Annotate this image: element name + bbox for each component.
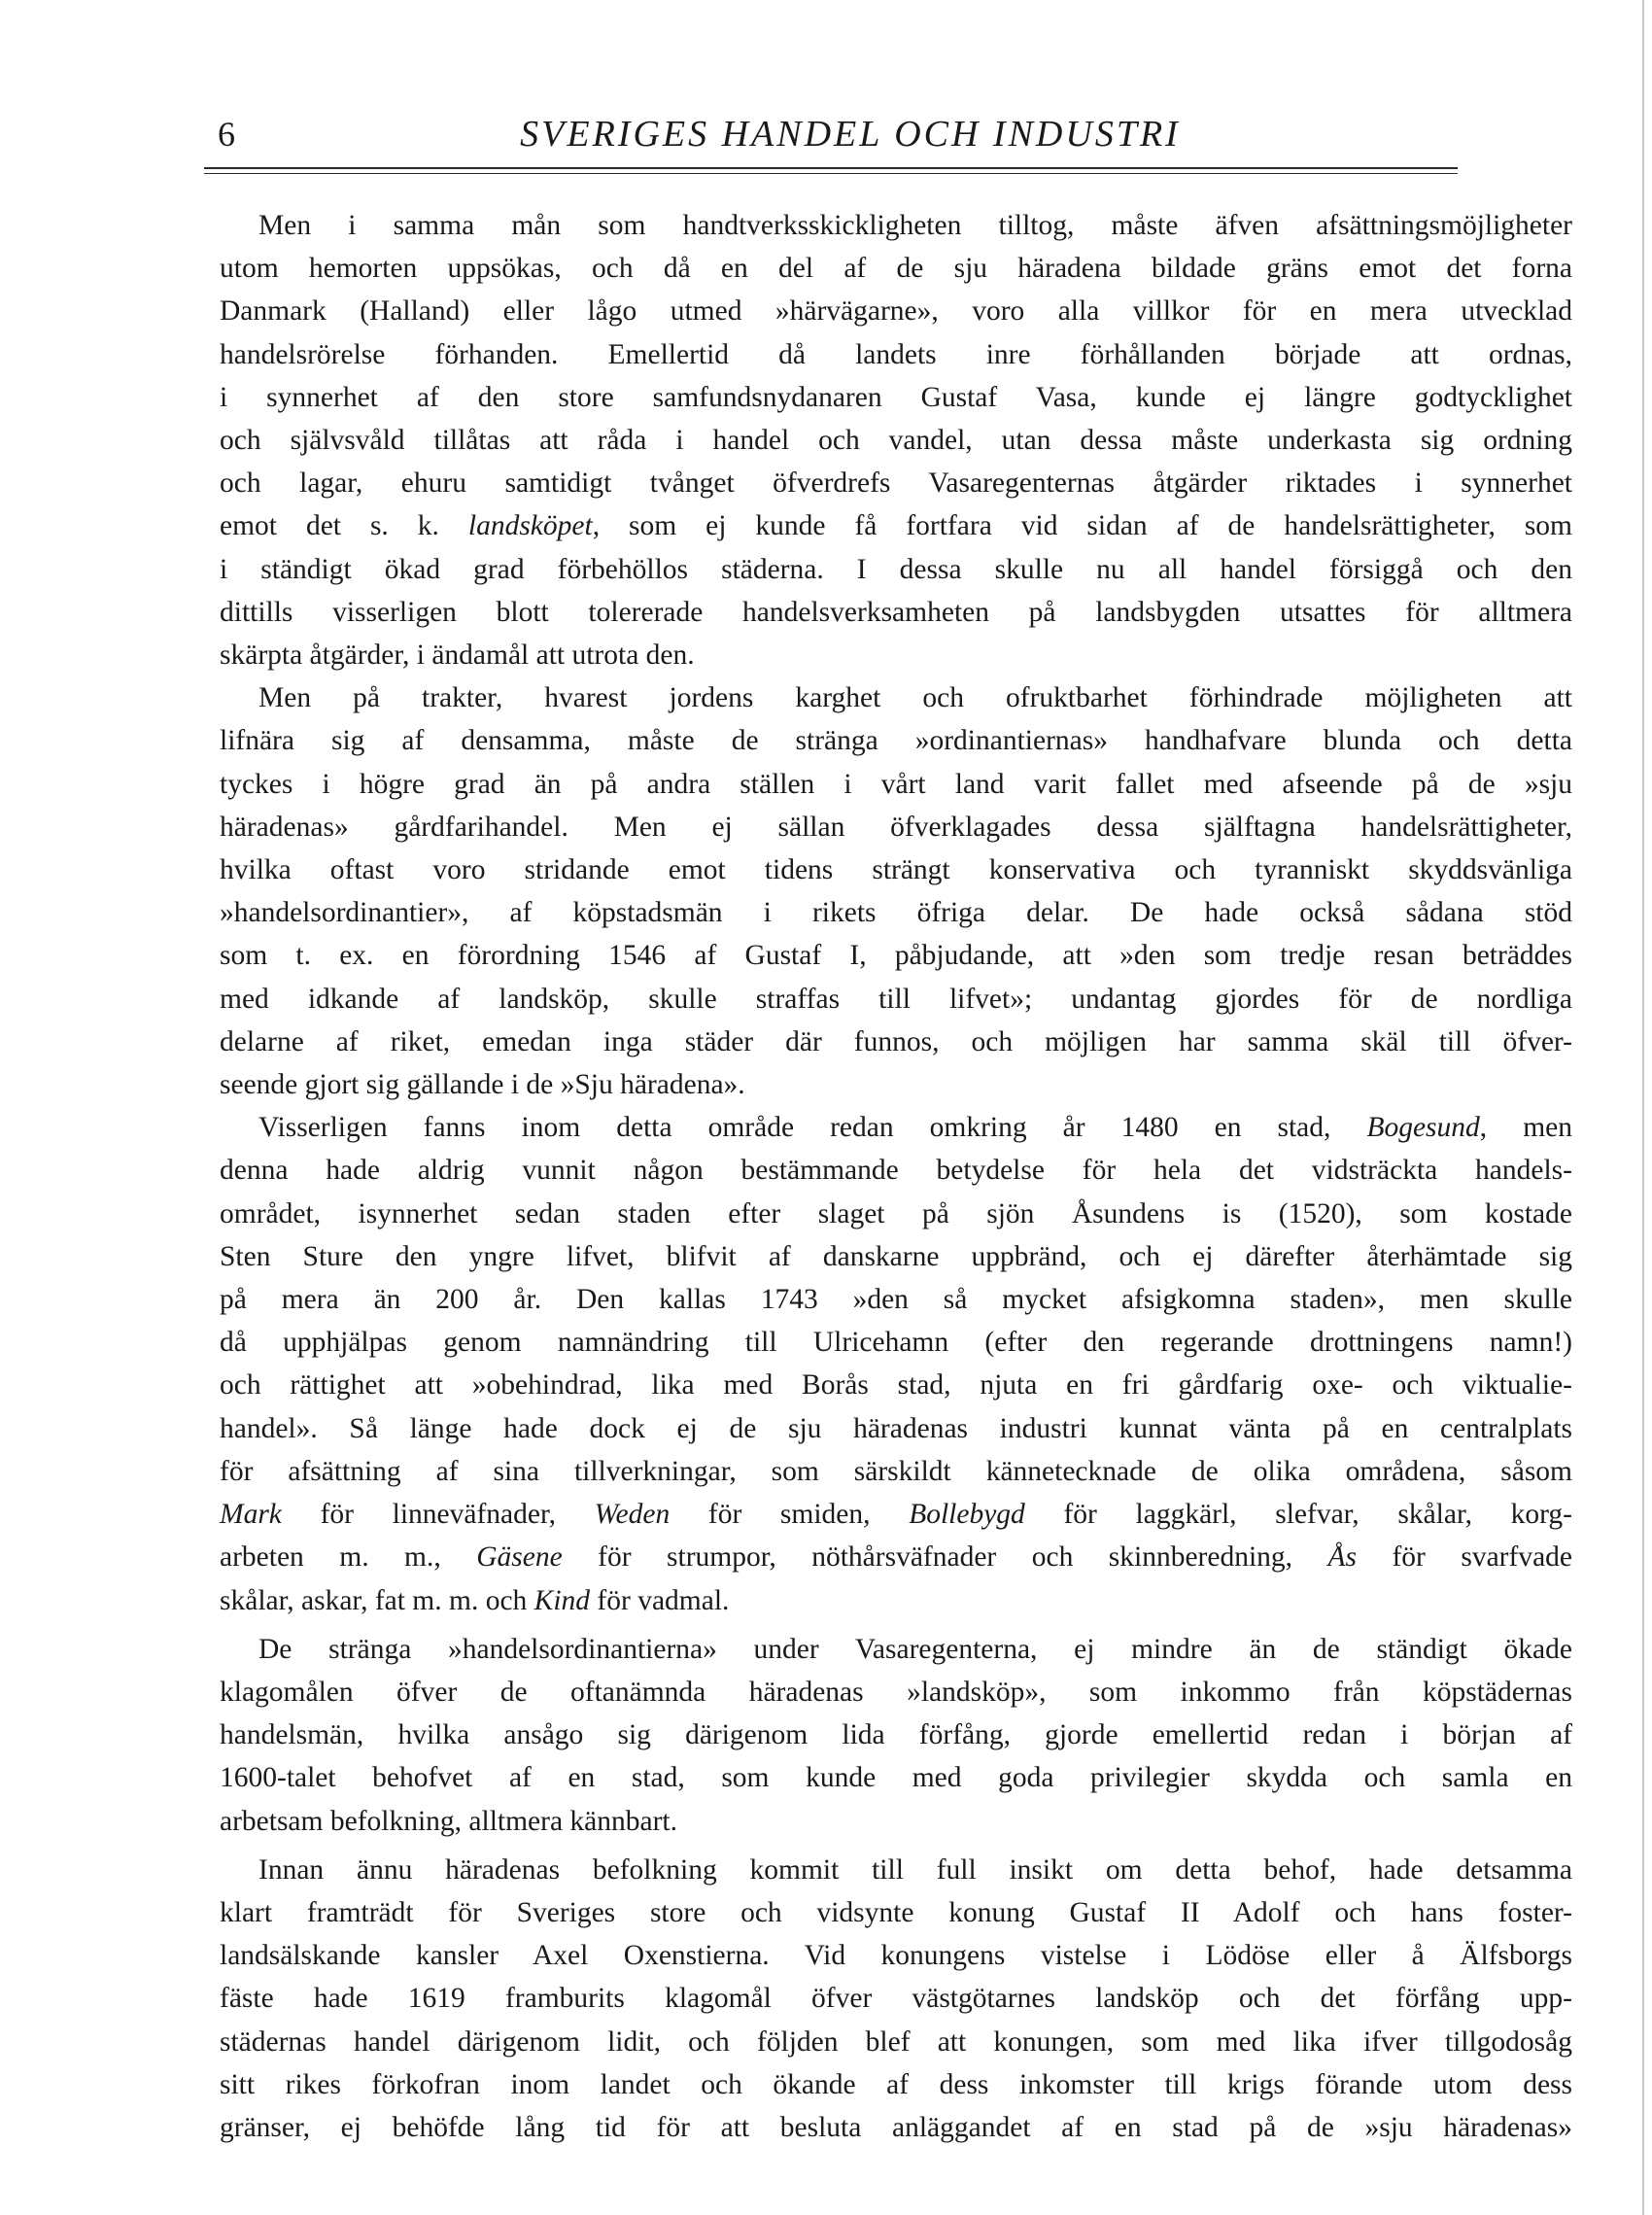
text-line: och självsvåld tillåtas att råda i handel och vandel, utan dessa måste underkasta sig ordning (220, 425, 1572, 457)
text-line: delarne af riket, emedan inga städer där funnos, och möjligen har samma skäl till öfver- (220, 1025, 1572, 1057)
page-edge (1642, 0, 1644, 2215)
text-line: De stränga »handelsordinantierna» under Vasaregenterna, ej mindre än de ständigt ökade (258, 1633, 1572, 1665)
text-line: Men på trakter, hvarest jordens karghet och ofruktbarhet förhindrade möjligheten att (258, 682, 1572, 714)
text-line: »handelsordinantier», af köpstadsmän i rikets öfriga delar. De hade också sådana stöd (220, 897, 1572, 929)
text-line: tyckes i högre grad än på andra ställen i vårt land varit fallet med afseende på de »sju (220, 768, 1572, 800)
text-line: hvilka oftast voro stridande emot tidens strängt konservativa och tyranniskt skyddsvänliga (220, 854, 1572, 886)
paragraph-1 (220, 204, 1572, 676)
page-header (204, 107, 1458, 161)
text-line: Mark för linneväfnader, Weden för smiden, Bollebygd för laggkärl, slefvar, skålar, korg- (220, 1499, 1572, 1531)
text-line: denna hade aldrig vunnit någon bestämmande betydelse för hela det vidsträckta handels- (220, 1155, 1572, 1187)
text-line: fäste hade 1619 framburits klagomål öfver västgötarnes landsköp och det förfång upp- (220, 1983, 1572, 2015)
running-title: SVERIGES HANDEL OCH INDUSTRI (520, 114, 1181, 155)
paragraph-2 (220, 676, 1572, 1106)
text-line: Visserligen fanns inom detta område redan omkring år 1480 en stad, Bogesund, men (258, 1112, 1572, 1144)
header-rule (204, 167, 1458, 169)
text-line: gränser, ej behöfde lång tid för att besluta anläggandet af en stad på de »sju häradenas» (220, 2111, 1572, 2143)
text-line: för afsättning af sina tillverkningar, som särskildt kännetecknade de olika områdena, såsom (220, 1455, 1572, 1487)
text-line: städernas handel därigenom lidit, och följden blef att konungen, som med lika ifver tillgodosåg (220, 2025, 1572, 2058)
text-line: skärpta åtgärder, i ändamål att utrota den. (220, 640, 695, 672)
text-line: seende gjort sig gällande i de »Sju häradena». (220, 1069, 745, 1101)
text-line: arbetsam befolkning, alltmera kännbart. (220, 1805, 678, 1837)
body-text (220, 204, 1572, 2149)
text-line: i synnerhet af den store samfundsnydanaren Gustaf Vasa, kunde ej längre godtycklighet (220, 381, 1572, 413)
text-line: emot det s. k. landsköpet, som ej kunde få fortfara vid sidan af de handelsrättigheter, som (220, 510, 1572, 542)
text-line: Danmark (Halland) eller lågo utmed »härvägarne», voro alla villkor för en mera utvecklad (220, 295, 1572, 328)
text-line: landsälskande kansler Axel Oxenstierna. Vid konungens vistelse i Lödöse eller å Älfsborgs (220, 1940, 1572, 1972)
text-line: handel». Så länge hade dock ej de sju häradenas industri kunnat vänta på en centralplats (220, 1412, 1572, 1444)
text-line: handelsrörelse förhanden. Emellertid då landets inre förhållanden började att ordnas, (220, 338, 1572, 370)
text-line: i ständigt ökad grad förbehöllos städerna. I dessa skulle nu all handel försiggå och den (220, 553, 1572, 585)
text-line: klagomålen öfver de oftanämnda häradenas »landsköp», som inkommo från köpstädernas (220, 1676, 1572, 1708)
text-line: och lagar, ehuru samtidigt tvånget öfverdrefs Vasaregenternas åtgärder riktades i synnerhet (220, 467, 1572, 500)
text-line: Innan ännu häradenas befolkning kommit till full insikt om detta behof, hade detsamma (258, 1853, 1572, 1886)
text-line: på mera än 200 år. Den kallas 1743 »den så mycket afsigkomna staden», men skulle (220, 1284, 1572, 1316)
text-line: utom hemorten uppsökas, och då en del af de sju häradena bildade gräns emot det forna (220, 253, 1572, 285)
text-line: och rättighet att »obehindrad, lika med Borås stad, njuta en fri gårdfarig oxe- och viktualie- (220, 1369, 1572, 1402)
paragraph-3 (220, 1106, 1572, 1621)
text-line: klart framträdt för Sveriges store och vidsynte konung Gustaf II Adolf och hans foster- (220, 1896, 1572, 1928)
text-line: arbeten m. m., Gäsene för strumpor, nöthårsväfnader och skinnberedning, Ås för svarfvade (220, 1541, 1573, 1574)
text-line: häradenas» gårdfarihandel. Men ej sällan öfverklagades dessa själftagna handelsrättigheter, (220, 811, 1572, 843)
text-line: Men i samma mån som handtverksskickligheten tilltog, måste äfven afsättningsmöjligheter (258, 210, 1572, 241)
header-rule-thin (204, 173, 1458, 174)
paragraph-5 (220, 1849, 1572, 2149)
text-line: 1600-talet behofvet af en stad, som kunde med goda privilegier skydda och samla en (220, 1762, 1572, 1794)
text-line: skålar, askar, fat m. m. och Kind för vadmal. (220, 1584, 730, 1616)
text-line: Sten Sture den yngre lifvet, blifvit af danskarne uppbränd, och ej därefter återhämtade sig (220, 1240, 1572, 1272)
text-line: då upphjälpas genom namnändring till Ulricehamn (efter den regerande drottningens namn!) (220, 1327, 1572, 1359)
text-line: som t. ex. en förordning 1546 af Gustaf I, påbjudande, att »den som tredje resan beträddes (220, 940, 1572, 972)
paragraph-4 (220, 1628, 1572, 1843)
text-line: området, isynnerhet sedan staden efter slaget på sjön Åsundens is (1520), som kostade (220, 1197, 1572, 1229)
page-number: 6 (218, 115, 235, 154)
text-line: dittills visserligen blott tolererade handelsverksamheten på landsbygden utsattes för alltmera (220, 596, 1572, 628)
text-line: handelsmän, hvilka ansågo sig därigenom lida förfång, gjorde emellertid redan i början af (220, 1719, 1572, 1751)
text-line: lifnära sig af densamma, måste de stränga »ordinantiernas» handhafvare blunda och detta (220, 725, 1572, 757)
text-line: med idkande af landsköp, skulle straffas till lifvet»; undantag gjordes för de nordliga (220, 983, 1572, 1015)
text-line: sitt rikes förkofran inom landet och ökande af dess inkomster till krigs förande utom dess (220, 2068, 1572, 2100)
